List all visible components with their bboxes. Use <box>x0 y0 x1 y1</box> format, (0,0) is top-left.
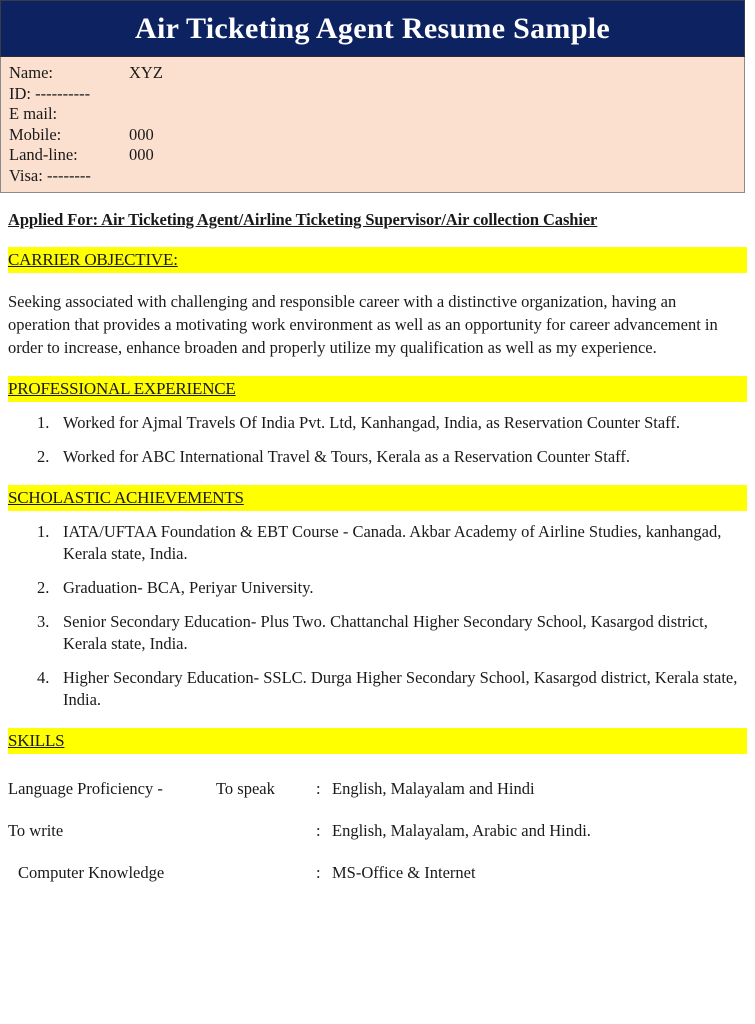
skill-sublabel <box>216 810 316 852</box>
skills-table <box>8 768 747 894</box>
skill-sublabel: To speak <box>216 779 275 798</box>
list-item-number: 2. <box>37 447 50 466</box>
objective-paragraph: Seeking associated with challenging and responsible career with a distinctive organization, having an operation that provides a motivating work environment as well as an opportunity for career advancement in order to increase, enhance broaden and properly utilize my qualification as well as my experience. <box>8 292 718 357</box>
table-row <box>8 852 747 894</box>
list-item <box>8 412 747 434</box>
section-header-objective <box>8 247 747 273</box>
contact-row-name <box>9 63 744 84</box>
list-item <box>8 446 747 468</box>
contact-label-mobile: Mobile: <box>9 124 62 144</box>
applied-for-line: Applied For: Air Ticketing Agent/Airline Ticketing Supervisor/Air collection Cashier <box>8 210 598 229</box>
contact-row-mobile <box>9 125 744 146</box>
section-header-scholastic-text: SCHOLASTIC ACHIEVEMENTS <box>8 488 244 507</box>
scholastic-list <box>8 521 747 711</box>
contact-row-id <box>9 84 744 105</box>
list-item-number: 2. <box>37 578 50 597</box>
list-item-text: Worked for Ajmal Travels Of India Pvt. Ltd, Kanhangad, India, as Reservation Counter Staff. <box>63 413 681 432</box>
table-row <box>8 768 747 810</box>
contact-row-visa <box>9 166 744 187</box>
contact-label-name: Name: <box>9 63 53 82</box>
contact-label-email: E mail: <box>9 104 58 123</box>
list-item <box>8 577 747 599</box>
list-item-number: 3. <box>37 612 50 631</box>
contact-row-email <box>9 104 744 125</box>
skill-colon: : <box>316 779 321 798</box>
contact-value-name: XYZ <box>129 63 163 82</box>
list-item-number: 1. <box>37 522 50 541</box>
skill-colon: : <box>316 821 321 840</box>
skill-value: MS-Office & Internet <box>332 863 476 882</box>
list-item-text: Senior Secondary Education- Plus Two. Chattanchal Higher Secondary School, Kasargod district, Kerala state, India. <box>63 612 708 653</box>
section-header-skills <box>8 728 747 754</box>
section-header-experience <box>8 376 747 402</box>
list-item <box>8 521 747 565</box>
table-row <box>8 810 747 852</box>
list-item <box>8 667 747 711</box>
list-item-number: 1. <box>37 413 50 432</box>
skill-value: English, Malayalam, Arabic and Hindi. <box>332 821 591 840</box>
skill-label: Language Proficiency - <box>8 779 163 798</box>
experience-list <box>8 412 747 468</box>
section-header-skills-text: SKILLS <box>8 731 65 750</box>
list-item-text: Graduation- BCA, Periyar University. <box>63 578 314 597</box>
list-item-text: Worked for ABC International Travel & Tours, Kerala as a Reservation Counter Staff. <box>63 447 630 466</box>
section-header-scholastic <box>8 485 747 511</box>
section-header-objective-text: CARRIER OBJECTIVE: <box>8 250 178 269</box>
contact-row-landline <box>9 145 744 166</box>
section-header-experience-text: PROFESSIONAL EXPERIENCE <box>8 379 236 398</box>
contact-label-id: ID: ---------- <box>9 83 91 103</box>
skill-label: To write <box>8 821 64 840</box>
skill-label: Computer Knowledge <box>18 863 165 882</box>
contact-label-visa: Visa: -------- <box>9 165 91 185</box>
list-item-text: IATA/UFTAA Foundation & EBT Course - Canada. Akbar Academy of Airline Studies, kanhangad, Kerala state, India. <box>63 522 722 563</box>
contact-value-mobile: 000 <box>129 124 154 144</box>
contact-label-landline: Land-line: <box>9 145 78 164</box>
list-item-text: Higher Secondary Education- SSLC. Durga Higher Secondary School, Kasargod district, Kerala state, India. <box>63 668 738 709</box>
contact-value-landline: 000 <box>129 145 154 164</box>
page-title: Air Ticketing Agent Resume Sample <box>135 11 610 45</box>
list-item <box>8 611 747 655</box>
list-item-number: 4. <box>37 668 50 687</box>
skill-sublabel <box>216 852 316 894</box>
skill-value: English, Malayalam and Hindi <box>332 779 535 798</box>
skill-colon: : <box>316 863 321 882</box>
resume-body <box>0 210 755 894</box>
contact-info-block <box>0 57 745 193</box>
document-header-banner <box>0 0 745 57</box>
